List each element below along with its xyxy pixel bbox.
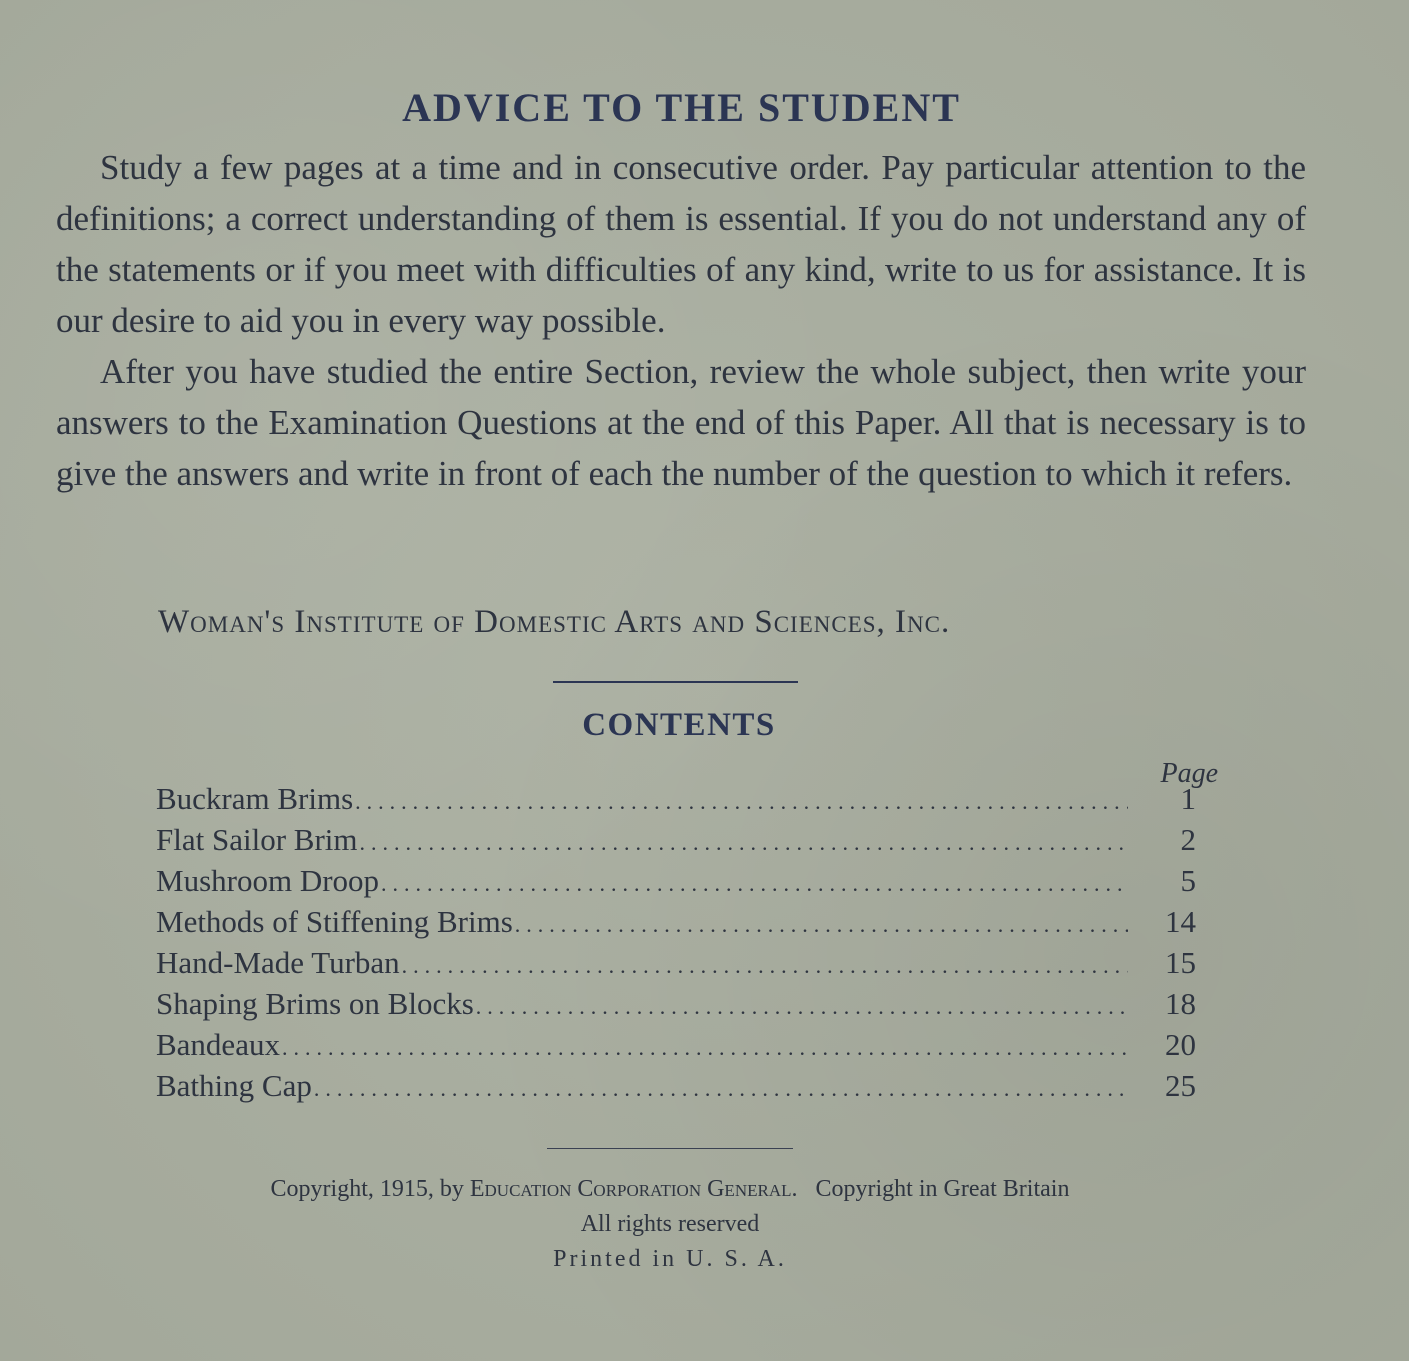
toc-page-number: 18: [1165, 986, 1196, 1021]
copyright-prefix: Copyright, 1915, by: [270, 1176, 470, 1202]
toc-leader-dots: [381, 871, 1128, 897]
toc-page-number: 1: [1180, 781, 1196, 816]
rights-reserved: All rights reserved: [580, 1211, 760, 1237]
toc-row: [156, 863, 1196, 904]
printed-in: Printed in U. S. A.: [553, 1246, 787, 1272]
advice-text: [56, 142, 1306, 499]
toc-page-number: 25: [1165, 1068, 1196, 1103]
toc-label: Methods of Stiffening Brims: [156, 904, 513, 939]
toc-row: [156, 1027, 1196, 1068]
toc-leader-dots: [515, 912, 1128, 938]
divider-top: [553, 681, 798, 683]
page-column-header: Page: [1160, 758, 1218, 789]
divider-bottom: [547, 1148, 793, 1149]
toc-page-number: 15: [1165, 945, 1196, 980]
toc-leader-dots: [402, 953, 1128, 979]
toc-page-number: 2: [1180, 822, 1196, 857]
toc-leader-dots: [314, 1076, 1128, 1102]
toc-row: [156, 781, 1196, 822]
toc-leader-dots: [360, 830, 1129, 856]
toc-leader-dots: [282, 1035, 1128, 1061]
toc-page-number: 20: [1165, 1027, 1196, 1062]
toc-label: Mushroom Droop: [156, 863, 380, 898]
table-of-contents: [156, 781, 1196, 1109]
copyright-organization: Education Corporation General.: [469, 1176, 798, 1202]
toc-label: Bathing Cap: [156, 1068, 312, 1103]
toc-page-number: 14: [1165, 904, 1196, 939]
toc-leader-dots: [476, 994, 1128, 1020]
toc-row: [156, 945, 1196, 986]
toc-row: [156, 904, 1196, 945]
toc-label: Buckram Brims: [156, 781, 354, 816]
toc-row: [156, 822, 1196, 863]
advice-paragraph-1: Study a few pages at a time and in consecutive order. Pay particular attention to the definitions; a correct understanding of them is essential. If you do not understand any of the statements or if you meet with difficulties of any kind, write to us for assistance. It is our desire to aid you in every way possible.: [56, 148, 1306, 340]
toc-page-number: 5: [1180, 863, 1196, 898]
toc-leader-dots: [355, 789, 1128, 815]
advice-paragraph-2: After you have studied the entire Section, review the whole subject, then write your answers to the Examination Questions at the end of this Paper. All that is necessary is to give the answers and write in front of each the number of the question to which it refers.: [56, 352, 1306, 493]
toc-label: Hand-Made Turban: [156, 945, 400, 980]
copyright-notice: [0, 1172, 1340, 1277]
toc-label: Shaping Brims on Blocks: [156, 986, 474, 1021]
copyright-great-britain: Copyright in Great Britain: [815, 1176, 1070, 1202]
toc-row: [156, 986, 1196, 1027]
contents-title: CONTENTS: [582, 707, 776, 743]
institute-signature: Woman's Institute of Domestic Arts and Sciences, Inc.: [158, 604, 951, 640]
toc-label: Bandeaux: [156, 1027, 280, 1062]
toc-label: Flat Sailor Brim: [156, 822, 358, 857]
page-title: ADVICE TO THE STUDENT: [402, 85, 961, 130]
copyright-line: [0, 1172, 1340, 1207]
toc-row: [156, 1068, 1196, 1109]
